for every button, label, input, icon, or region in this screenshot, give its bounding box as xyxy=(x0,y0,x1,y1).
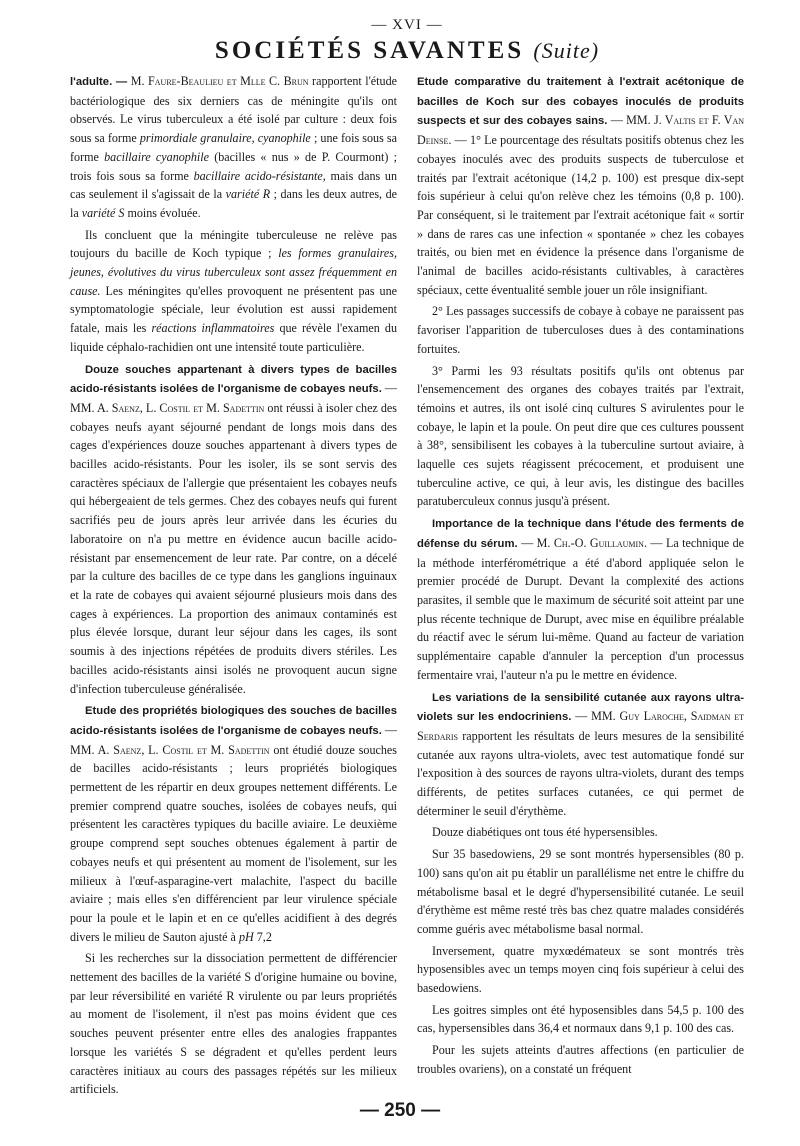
paragraph-conclusion xyxy=(70,226,397,357)
two-column-body xyxy=(70,72,745,1097)
italic-text: primordiale granulaire, cyanophile xyxy=(139,131,311,146)
running-title-main: SOCIÉTÉS SAVANTES xyxy=(214,37,525,64)
text: ont étudié douze souches de bacilles acido-résistants ; leurs propriétés biologiques permettent de les répartir en deux groupes nettement différents. Le premier comprend quatre souches, isolées de cobayes neufs, qui présentent les caractères typiques du bacille aviaire. Le deuxième groupe comprend sept souches obtenues également à partir de cobayes neufs et qui présentent au moment de l'isolement, sur les milieux à l'œuf-asparagine-vert malachite, l'aspect du bacille aviaire ; mais elles s'en différencient par leur virulence spéciale pour la poule et le lapin et en ce qu'elles acidifient à des degrés divers le milieu de Sauton ajusté à xyxy=(70,742,398,944)
italic-text: bacillaire acido-résistante, xyxy=(193,168,326,183)
text: Les méningites qu'elles provoquent ne présentent pas une symptomatologie spéciale, leur évolution est aussi rapidement fatale, mais les xyxy=(70,283,397,336)
section-title: Etude comparative du traitement à l'extrait acétonique de bacilles de Koch sur des cobayes inoculés de produits suspects et sur des cobayes sains. xyxy=(417,76,744,128)
authors: MM. A. Saenz, L. Costil et M. Sadettin xyxy=(70,400,265,415)
authors: M. Ch.-O. Guillaumin. xyxy=(536,535,647,550)
dash: — xyxy=(607,113,627,128)
running-title-suite: (Suite) xyxy=(533,38,600,63)
paragraph-resultats-positifs: 3° Parmi les 93 résultats positifs qu'ils ont obtenus par l'ensemencement des organes des cobayes traités par l'extrait, témoins et autres, ils ont isolé cinq cultures S avirulentes pour le cobaye, le lapin et la poule. On peut dire que ces cultures poussent à 38°, sensibilisent les cobayes à la tuberculine surtout aviaire, à laquelle ces sujets réagissent précocement, et produisent une tuberculine active, ce qui, à leur avis, les distingue des bacilles paratuberculeux connus jusqu'à présent. xyxy=(417,363,744,509)
section-title: Importance de la technique dans l'étude des ferments de défense du sérum. xyxy=(417,518,744,550)
left-column xyxy=(70,72,398,1097)
text: ; une fois sous sa forme xyxy=(70,131,397,164)
paragraph-proprietes-biologiques xyxy=(70,701,397,946)
authors: MM. Guy Laroche, Saidman et Serdaris xyxy=(417,709,744,743)
paragraph-meningite xyxy=(70,72,397,223)
running-title xyxy=(70,36,744,66)
text: rapportent les résultats de leurs mesures de la sensibilité cutanée aux rayons ultra-violets, avec test automatique fondé sur l'exposition à des sources de rayons ultra-violets, durant des temps différents, de petites surfaces cutanées, ce qui permet de déterminer le seuil d'érythème. xyxy=(417,728,744,818)
italic-text: variété R xyxy=(225,187,271,202)
authors: M. Faure-Beaulieu et Mlle C. Brun xyxy=(130,74,309,88)
italic-text: les formes granulaires, jeunes, évolutives du virus tuberculeux sont assez fréquemment en cause. xyxy=(70,246,397,298)
italic-text: bacillaire cyanophile xyxy=(104,149,209,164)
paragraph-douze-souches xyxy=(70,360,397,699)
italic-text: pH xyxy=(238,929,254,944)
text: Ils concluent que la méningite tuberculeuse ne relève pas toujours du bacille de Koch typique ; xyxy=(70,227,397,261)
text: Si les recherches sur la dissociation permettent de différencier nettement des bacilles de la variété S d'origine humaine ou bovine, par leur réversibilité en variété R virulente ou par leurs propriétés au moment de l'isolement, il n'est pas moins évident que ces souches peuvent présenter entre elles des analogies frappantes lorsque les variétés S se dégradent et qu'elles perdent leurs caractères initiaux au cours des passages répétés sur les milieux artificiels. xyxy=(70,951,397,1097)
paragraph-diabetiques: Douze diabétiques ont tous été hypersensibles. xyxy=(432,825,658,840)
dash: — xyxy=(381,722,397,737)
italic-text: réactions inflammatoires xyxy=(151,321,275,336)
section-title: Douze souches appartenant à divers types de bacilles acido-résistants isolées de l'organisme de cobayes neufs. xyxy=(70,363,397,396)
authors: MM. A. Saenz, L. Costil et M. Sadettin xyxy=(70,742,270,757)
text: mais dans un cas seulement il s'agissait de la xyxy=(70,168,397,202)
section-title: Les variations de la sensibilité cutanée aux rayons ultra-violets sur les endocriniens. xyxy=(417,691,744,724)
paragraph-lead: l'adulte. — xyxy=(70,76,131,88)
text: moins évoluée. xyxy=(124,205,201,220)
authors: MM. J. Valtis et F. Van Deinse. xyxy=(417,113,744,148)
page-number: — 250 — xyxy=(359,1100,441,1121)
paragraph-ferments-defense xyxy=(417,514,744,684)
paragraph-extrait-acetonique xyxy=(417,72,744,299)
italic-text: variété S xyxy=(81,205,125,220)
dash: — xyxy=(571,709,592,724)
text: — 1° Le pourcentage des résultats positifs obtenus chez les cobayes inoculés avec des produits suspects de tuberculose et traités par l'extrait acétonique (14,2 p. 100) est presque dix-sept fois supérieur à celui qu'on relève chez les témoins (0,8 p. 100). Par conséquent, si le traitement par l'extrait acétonique fait « sortir » dans de rares cas une infection « spontanée » chez les cobayes traités, ou bien met en évidence la présence dans l'organisme de l'animal de bacilles acido-résistants cultivables, à caractères spéciaux, cette éventualité semble jouer un rôle insignifiant. xyxy=(417,133,744,297)
text: (bacilles « nus » de P. Courmont) ; trois fois sous sa forme xyxy=(70,149,398,183)
text: ont réussi à isoler chez des cobayes neufs ayant séjourné pendant de longs mois dans des cages d'expériences douze souches appartenant à divers types de bacilles acido-résistants. Pour les isoler, ils se sont servis des caractères spéciaux de l'allergie que présentaient les cobayes neufs qui hébergeaient de tels germes. Chez des cobayes neufs qui furent sacrifiés peu de jours après leur arrivée dans les écuries du laboratoire on n'a pu mettre en évidence aucun bacille acido-résistant par ensemencement de leur rate. Par contre, on a décelé par la culture des bacilles de ce type dans les ganglions inguinaux et la rate de cobayes qui avaient séjourné plusieurs mois dans des cages à expériences. La proportion des animaux contaminés est plus élevée lorsque, durant leur séjour dans les cages, ils sont soumis à des injections répétées de produits divers stériles. Les bacilles acido-résistants ainsi isolés ne provoquent aucun signe d'infection tuberculeuse généralisée. xyxy=(70,400,397,696)
text: rapportent l'étude bactériologique des six derniers cas de méningite qu'ils ont observés. Le virus tuberculeux a été isolé par culture : deux fois sous sa forme xyxy=(70,74,397,146)
text: que révèle l'examen du liquide céphalo-rachidien ont une intensité toute particulière. xyxy=(70,321,397,354)
paragraph-passages: 2° Les passages successifs de cobaye à cobaye ne paraissent pas favoriser l'apparition de tuberculoses dues à des contaminations fortuites. xyxy=(417,304,744,356)
dash: — xyxy=(381,381,397,396)
paragraph-goitres: Les goitres simples ont été hyposensibles dans 54,5 p. 100 des cas, hypersensibles dans 36,4 et normaux dans 9,1 p. 100 des cas. xyxy=(417,1002,744,1036)
paragraph-ultra-violets xyxy=(417,688,744,821)
text: 7,2 xyxy=(253,929,272,944)
roman-page-number: — XVI — xyxy=(371,17,443,33)
paragraph-dissociation xyxy=(70,949,397,1099)
paragraph-autres-affections: Pour les sujets atteints d'autres affections (en particulier de troubles ovariens), on a constaté un fréquent xyxy=(417,1043,744,1076)
right-column xyxy=(417,72,745,1076)
dash: — xyxy=(517,535,537,550)
section-title: Etude des propriétés biologiques des souches de bacilles acido-résistants isolées de l'organisme de cobayes neufs. xyxy=(70,705,397,737)
text: ; dans les deux autres, de la xyxy=(70,187,397,220)
paragraph-myxoedemateux: Inversement, quatre myxœdémateux se sont montrés très hyposensibles avec un temps moyen cinq fois supérieur à celui des basedowiens. xyxy=(417,943,744,996)
paragraph-basedowiens: Sur 35 basedowiens, 29 se sont montrés hypersensibles (80 p. 100) sans qu'on ait pu établir un parallélisme net entre le chiffre du métabolisme basal et le degré d'hypersensibilité cutanée. Le seuil d'érythème est même resté très bas chez quatre malades considérés comme guéris avec métabolisme basal normal. xyxy=(417,847,744,936)
text: — La technique de la méthode interférométrique a été d'abord appliquée selon le premier procédé de Durupt. Devant la complexité des actions parasites, il semble que le maximum de sécurité soit atteint par une plus récente technique de Durupt, avec mise en équilibre préalable du réactif avec le sérum lui-même. Quand au facteur de variation supplémentaire capable d'annuler la perception d'un processus fermentaire vrai, l'auteur n'a pu le mettre en évidence. xyxy=(417,535,745,682)
